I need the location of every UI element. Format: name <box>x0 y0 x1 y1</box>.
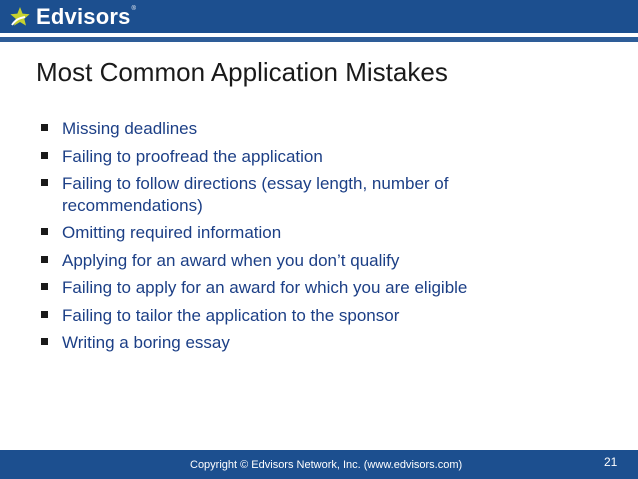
slide-title: Most Common Application Mistakes <box>36 57 448 87</box>
list-item <box>40 222 600 244</box>
square-bullet-icon <box>41 283 48 290</box>
bullet-text: Failing to apply for an award for which you are eligible <box>62 278 468 297</box>
header-bar <box>0 0 638 33</box>
list-item <box>40 332 600 354</box>
list-item <box>40 146 600 168</box>
square-bullet-icon <box>41 152 48 159</box>
bullet-text: Missing deadlines <box>62 119 198 138</box>
bullet-list <box>40 118 600 360</box>
bullet-text-continued: recommendations) <box>62 195 203 215</box>
list-item <box>40 277 600 299</box>
square-bullet-icon <box>41 256 48 263</box>
bullet-text: Failing to follow directions (essay length, number of <box>62 174 449 193</box>
registered-mark: ® <box>131 6 136 12</box>
square-bullet-icon <box>41 311 48 318</box>
square-bullet-icon <box>41 228 48 235</box>
logo-wordmark: Edvisors <box>36 4 131 29</box>
square-bullet-icon <box>41 179 48 186</box>
star-sprout-icon <box>8 5 32 29</box>
bullet-text: Writing a boring essay <box>62 333 230 352</box>
bullet-text: Failing to tailor the application to the sponsor <box>62 305 400 325</box>
list-item <box>40 118 600 140</box>
list-item <box>40 305 600 327</box>
bullet-text: Failing to proofread the application <box>62 146 323 166</box>
edvisors-logo[interactable] <box>8 4 136 30</box>
list-item <box>40 250 600 272</box>
header-divider <box>0 37 638 42</box>
square-bullet-icon <box>41 124 48 131</box>
bullet-text: Applying for an award when you don’t qualify <box>62 250 400 270</box>
copyright-notice: Copyright © Edvisors Network, Inc. (www.edvisors.com) <box>190 459 463 471</box>
list-item <box>40 173 600 216</box>
page-number: 21 <box>604 455 618 469</box>
square-bullet-icon <box>41 338 48 345</box>
bullet-text: Omitting required information <box>62 223 282 242</box>
